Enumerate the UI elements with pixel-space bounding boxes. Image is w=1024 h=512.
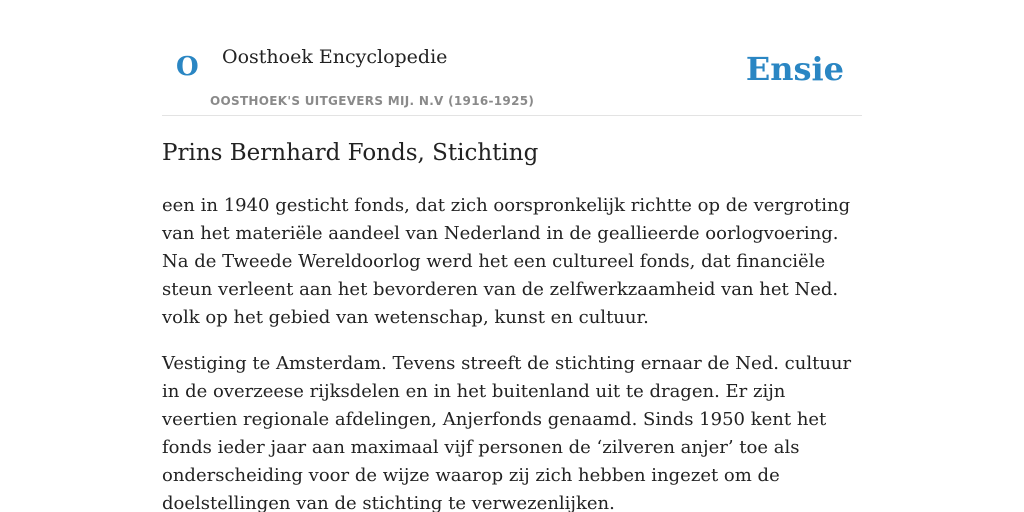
ensie-logo-link[interactable]: Ensie — [745, 50, 844, 88]
source-logo-icon[interactable]: O — [176, 52, 199, 82]
article-title: Prins Bernhard Fonds, Stichting — [162, 140, 539, 166]
source-title[interactable]: Oosthoek Encyclopedie — [222, 46, 448, 68]
article-paragraph: Vestiging te Amsterdam. Tevens streeft de stichting ernaar de Ned. cultuur in de overzeese rijksdelen en in het buitenland uit te dragen. Er zijn veertien regionale afdelingen, Anjerfonds genaamd. Sinds 1950 kent het fonds ieder jaar aan maximaal vijf personen de ‘zilveren anjer’ toe als onderscheiding voor de wijze waarop zij zich hebben ingezet om de doelstellingen van de stichting te verwezenlijken. — [162, 353, 852, 512]
article-body — [162, 192, 862, 512]
article-paragraph: een in 1940 gesticht fonds, dat zich oorspronkelijk richtte op de vergroting van het materiële aandeel van Nederland in de geallieerde oorlogvoering. Na de Tweede Wereldoorlog werd het een cultureel fonds, dat financiële steun verleent aan het bevorderen van de zelfwerkzaamheid van het Ned. volk op het gebied van wetenschap, kunst en cultuur. — [162, 195, 851, 328]
source-header — [162, 38, 862, 116]
source-publisher: OOSTHOEK'S UITGEVERS MIJ. N.V (1916-1925) — [210, 94, 535, 108]
